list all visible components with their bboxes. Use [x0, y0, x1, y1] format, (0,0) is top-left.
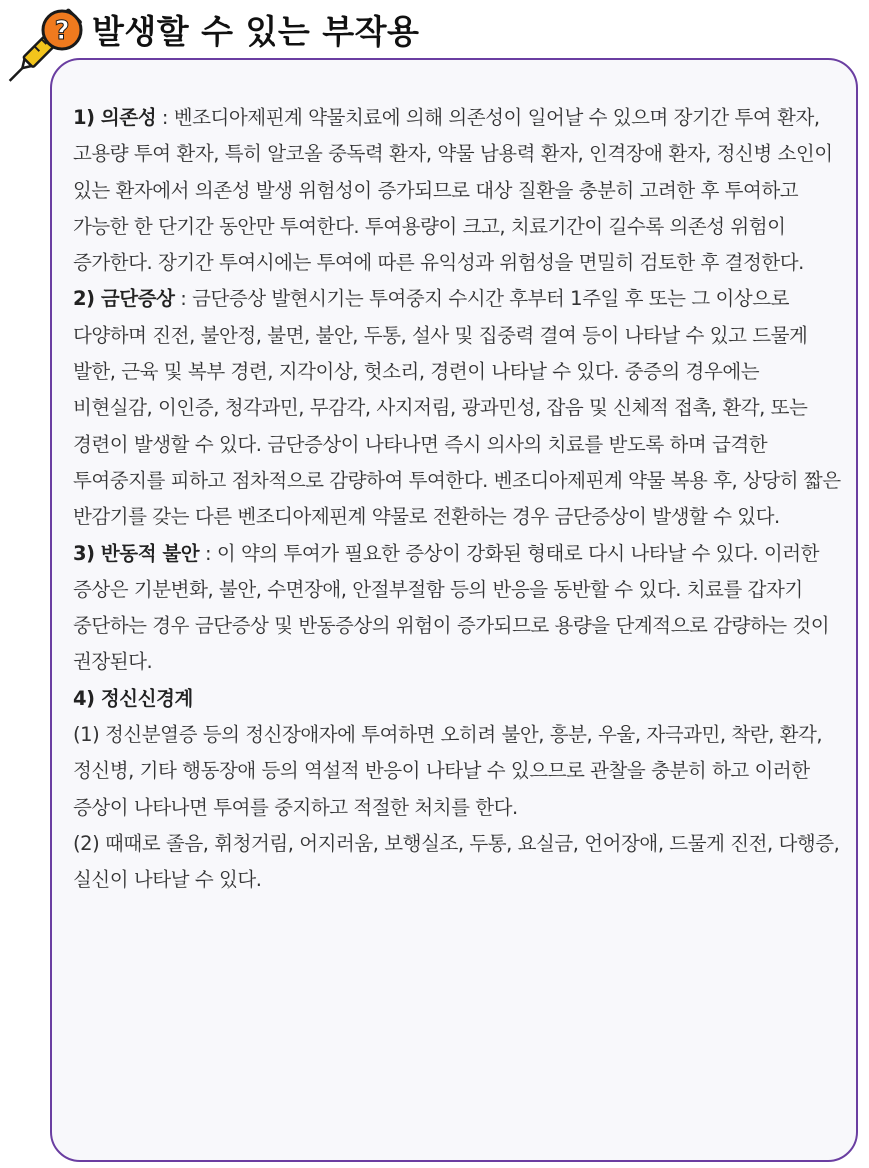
side-effects-card — [50, 58, 858, 1162]
sub-item: (1) 정신분열증 등의 정신장애자에 투여하면 오히려 불안, 흥분, 우울, 자극과민, 착란, 환각, 정신병, 기타 행동장애 등의 역설적 반응이 나타날 수 있으므로 관찰을 충분히 하고 이러한 증상이 나타나면 투여를 중지하고 적절한 처치를 한다. — [73, 723, 823, 819]
section-term: 1) 의존성 — [73, 106, 157, 129]
page-title: 발생할 수 있는 부작용 — [92, 12, 420, 51]
section-dependence — [73, 100, 843, 281]
svg-text:?: ? — [54, 16, 70, 46]
section-neuropsychiatric — [73, 681, 843, 717]
section-text: : 이 약의 투여가 필요한 증상이 강화된 형태로 다시 나타날 수 있다. 이러한 증상은 기분변화, 불안, 수면장애, 안절부절함 등의 반응을 동반할 수 있다. 치료를 갑자기 중단하는 경우 금단증상 및 반동증상의 위험이 증가되므로 용량을 단계적으로 감량하는 것이 권장된다. — [73, 541, 830, 674]
section-text: : 금단증상 발현시기는 투여중지 수시간 후부터 1주일 후 또는 그 이상으로 다양하며 진전, 불안정, 불면, 불안, 두통, 설사 및 집중력 결여 등이 나타날 수 있고 드물게 발한, 근육 및 복부 경련, 지각이상, 헛소리, 경련이 나타날 수 있다. 중증의 경우에는 비현실감, 이인증, 청각과민, 무감각, 사지저림, 광과민성, 잡음 및 신체적 접촉, 환각, 또는 경련이 발생할 수 있다. 금단증상이 나타나면 즉시 의사의 치료를 받도록 하며 급격한 투여중지를 피하고 점차적으로 감량하여 투여한다. 벤조디아제핀계 약물 복용 후, 상당히 짧은 반감기를 갖는 다른 벤조디아제핀계 약물로 전환하는 경우 금단증상이 발생할 수 있다. — [73, 287, 841, 529]
section-term: 3) 반동적 불안 — [73, 541, 200, 565]
section-term: 4) 정신신경계 — [73, 686, 193, 710]
sub-item: (2) 때때로 졸음, 휘청거림, 어지러움, 보행실조, 두통, 요실금, 언어장애, 드물게 진전, 다행증, 실신이 나타날 수 있다. — [73, 831, 840, 892]
section-rebound-anxiety — [73, 536, 843, 681]
side-effects-content — [73, 100, 843, 899]
section-term: 2) 금단증상 — [73, 287, 175, 311]
section-withdrawal — [73, 281, 843, 535]
section-text: : 벤조디아제핀계 약물치료에 의해 의존성이 일어날 수 있으며 장기간 투여 환자, 고용량 투여 환자, 특히 알코올 중독력 환자, 약물 남용력 환자, 인격장애 환자, 정신병 소인이 있는 환자에서 의존성 발생 위험성이 증가되므로 대상 질환을 충분히 고려한 후 투여하고 가능한 한 단기간 동안만 투여한다. 투여용량이 크고, 치료기간이 길수록 의존성 위험이 증가한다. 장기간 투여시에는 투여에 따른 유익성과 위험성을 면밀히 검토한 후 결정한다. — [73, 106, 833, 275]
